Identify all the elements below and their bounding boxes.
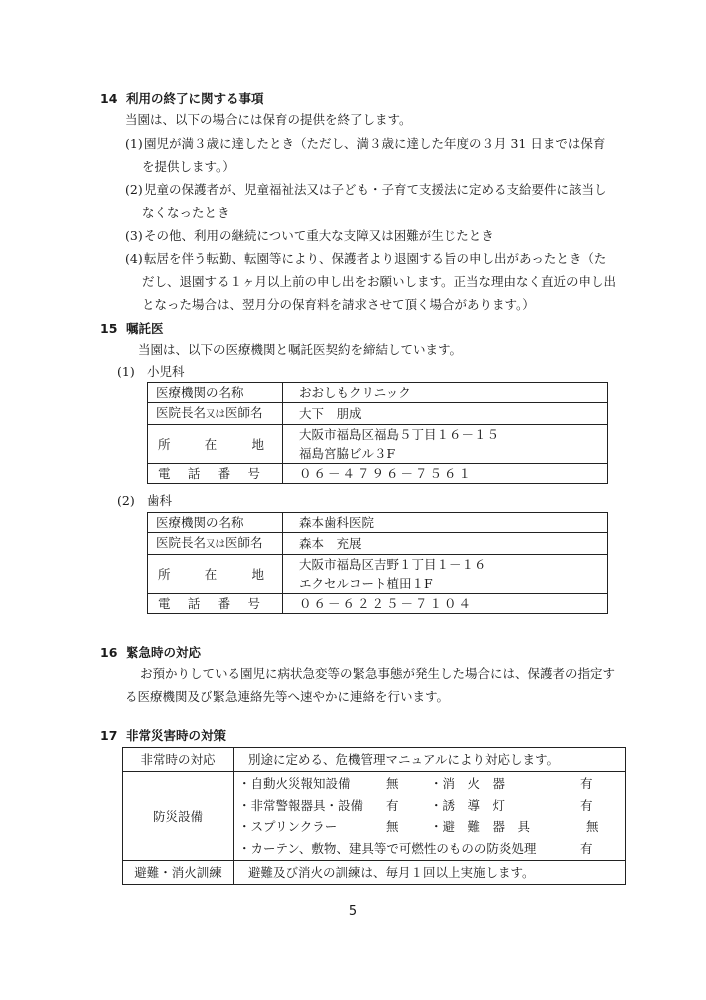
address — [283, 555, 608, 594]
section-number: 15 — [100, 321, 118, 336]
section-15 — [100, 319, 630, 362]
section-number: 16 — [100, 645, 118, 660]
list-marker: (2) — [125, 181, 143, 197]
table-row — [123, 772, 626, 861]
table-row — [148, 464, 608, 484]
table-row — [123, 861, 626, 885]
disaster-table — [122, 747, 626, 885]
table-row — [148, 533, 608, 555]
section-17-heading — [100, 726, 630, 745]
table-row — [148, 594, 608, 614]
section-title: 非常災害時の対策 — [126, 728, 227, 743]
section-17 — [100, 726, 630, 745]
address-label: 所 在 地 — [148, 425, 283, 464]
clinic-2-table — [147, 512, 608, 614]
table-row — [148, 425, 608, 464]
category-label: 小児科 — [147, 364, 185, 379]
section-14-intro: 当園は、以下の場合には保育の提供を終了します。 — [125, 112, 412, 127]
section-15-intro: 当園は、以下の医療機関と嘱託医契約を締結しています。 — [138, 342, 463, 357]
director-label: 医院長名又は医師名 — [148, 403, 283, 425]
clinic-1-category — [117, 362, 185, 382]
equipment-list — [234, 772, 626, 861]
address — [283, 425, 608, 464]
list-item-text: 転居を伴う転勤、転園等により、保護者より退園する旨の申し出があったとき（た — [144, 250, 607, 266]
list-item-text: その他、利用の継続について重大な支障又は困難が生じたとき — [144, 227, 494, 243]
table-row — [123, 748, 626, 772]
list-marker: (1) — [125, 135, 143, 151]
list-item-text: だし、退園する１ヶ月以上前の申し出をお願いします。正当な理由なく直近の申し出 — [142, 273, 617, 289]
list-item-text: なくなったとき — [142, 204, 230, 220]
list-item: ・非常警報器具・設備 有 ・誘 導 灯 有 — [238, 797, 593, 813]
section-15-heading — [100, 319, 630, 338]
section-16-line-1: お預かりしている園児に病状急変等の緊急事態が発生した場合には、保護者の指定す — [140, 666, 616, 681]
list-marker: (2) — [117, 493, 135, 508]
list-item-text: 児童の保護者が、児童福祉法又は子ども・子育て支援法に定める支給要件に該当し — [144, 181, 607, 197]
address-line-1: 大阪市福島区福島５丁目１６－１５ — [299, 427, 500, 442]
emergency-value: 別途に定める、危機管理マニュアルにより対応します。 — [234, 748, 626, 772]
section-title: 緊急時の対応 — [126, 645, 202, 660]
drill-value: 避難及び消火の訓練は、毎月１回以上実施します。 — [234, 861, 626, 885]
list-item-text: 園児が満３歳に達したとき（ただし、満３歳に達した年度の３月 31 日までは保育 — [144, 135, 606, 151]
drill-label: 避難・消火訓練 — [123, 861, 234, 885]
list-item — [100, 247, 630, 316]
list-item — [100, 132, 630, 178]
section-title: 利用の終了に関する事項 — [126, 91, 264, 106]
director-name: 森本 充展 — [283, 533, 608, 555]
section-16 — [100, 643, 630, 708]
name-label: 医療機関の名称 — [148, 513, 283, 533]
director-label: 医院長名又は医師名 — [148, 533, 283, 555]
page-number: 5 — [348, 904, 358, 919]
phone-number: ０６－４７９６－７５６１ — [283, 464, 608, 484]
table-row — [148, 555, 608, 594]
section-14 — [100, 89, 630, 316]
list-item: ・自動火災報知設備 無 ・消 火 器 有 — [238, 776, 593, 791]
list-item — [100, 224, 630, 247]
list-item: ・スプリンクラー 無 ・避 難 器 具 無 — [238, 819, 599, 834]
phone-label: 電 話 番 号 — [148, 594, 283, 614]
address-line-2: 福島宮脇ビル３F — [299, 446, 396, 461]
equipment-label: 防災設備 — [123, 772, 234, 861]
clinic-name: おおしもクリニック — [283, 383, 608, 403]
clinic-1-table — [147, 382, 608, 484]
clinic-2-category — [117, 491, 172, 511]
section-title: 嘱託医 — [126, 321, 164, 336]
section-14-heading — [100, 89, 630, 108]
section-number: 17 — [100, 728, 118, 743]
list-item-text: となった場合は、翌月分の保育料を請求させて頂く場合があります。） — [142, 296, 535, 312]
section-16-heading — [100, 643, 630, 662]
list-marker: (4) — [125, 250, 143, 266]
section-16-line-2: る医療機関及び緊急連絡先等へ速やかに連絡を行います。 — [125, 688, 450, 704]
address-label: 所 在 地 — [148, 555, 283, 594]
list-marker: (1) — [117, 364, 135, 379]
phone-number: ０６－６２２５－７１０４ — [283, 594, 608, 614]
address-line-1: 大阪市福島区吉野１丁目１－１６ — [299, 557, 487, 572]
emergency-label: 非常時の対応 — [123, 748, 234, 772]
director-name: 大下 朋成 — [283, 403, 608, 425]
list-item: ・カーテン、敷物、建具等で可燃性のものの防炎処理 有 — [238, 840, 593, 856]
table-row — [148, 513, 608, 533]
section-number: 14 — [100, 91, 118, 106]
list-item-text: を提供します。） — [142, 158, 235, 174]
phone-label: 電 話 番 号 — [148, 464, 283, 484]
category-label: 歯科 — [147, 493, 173, 508]
table-row — [148, 403, 608, 425]
list-item — [100, 178, 630, 224]
clinic-name: 森本歯科医院 — [283, 513, 608, 533]
name-label: 医療機関の名称 — [148, 383, 283, 403]
table-row — [148, 383, 608, 403]
address-line-2: エクセルコート植田１F — [299, 576, 433, 591]
section-14-list — [100, 132, 630, 316]
list-marker: (3) — [125, 227, 143, 243]
